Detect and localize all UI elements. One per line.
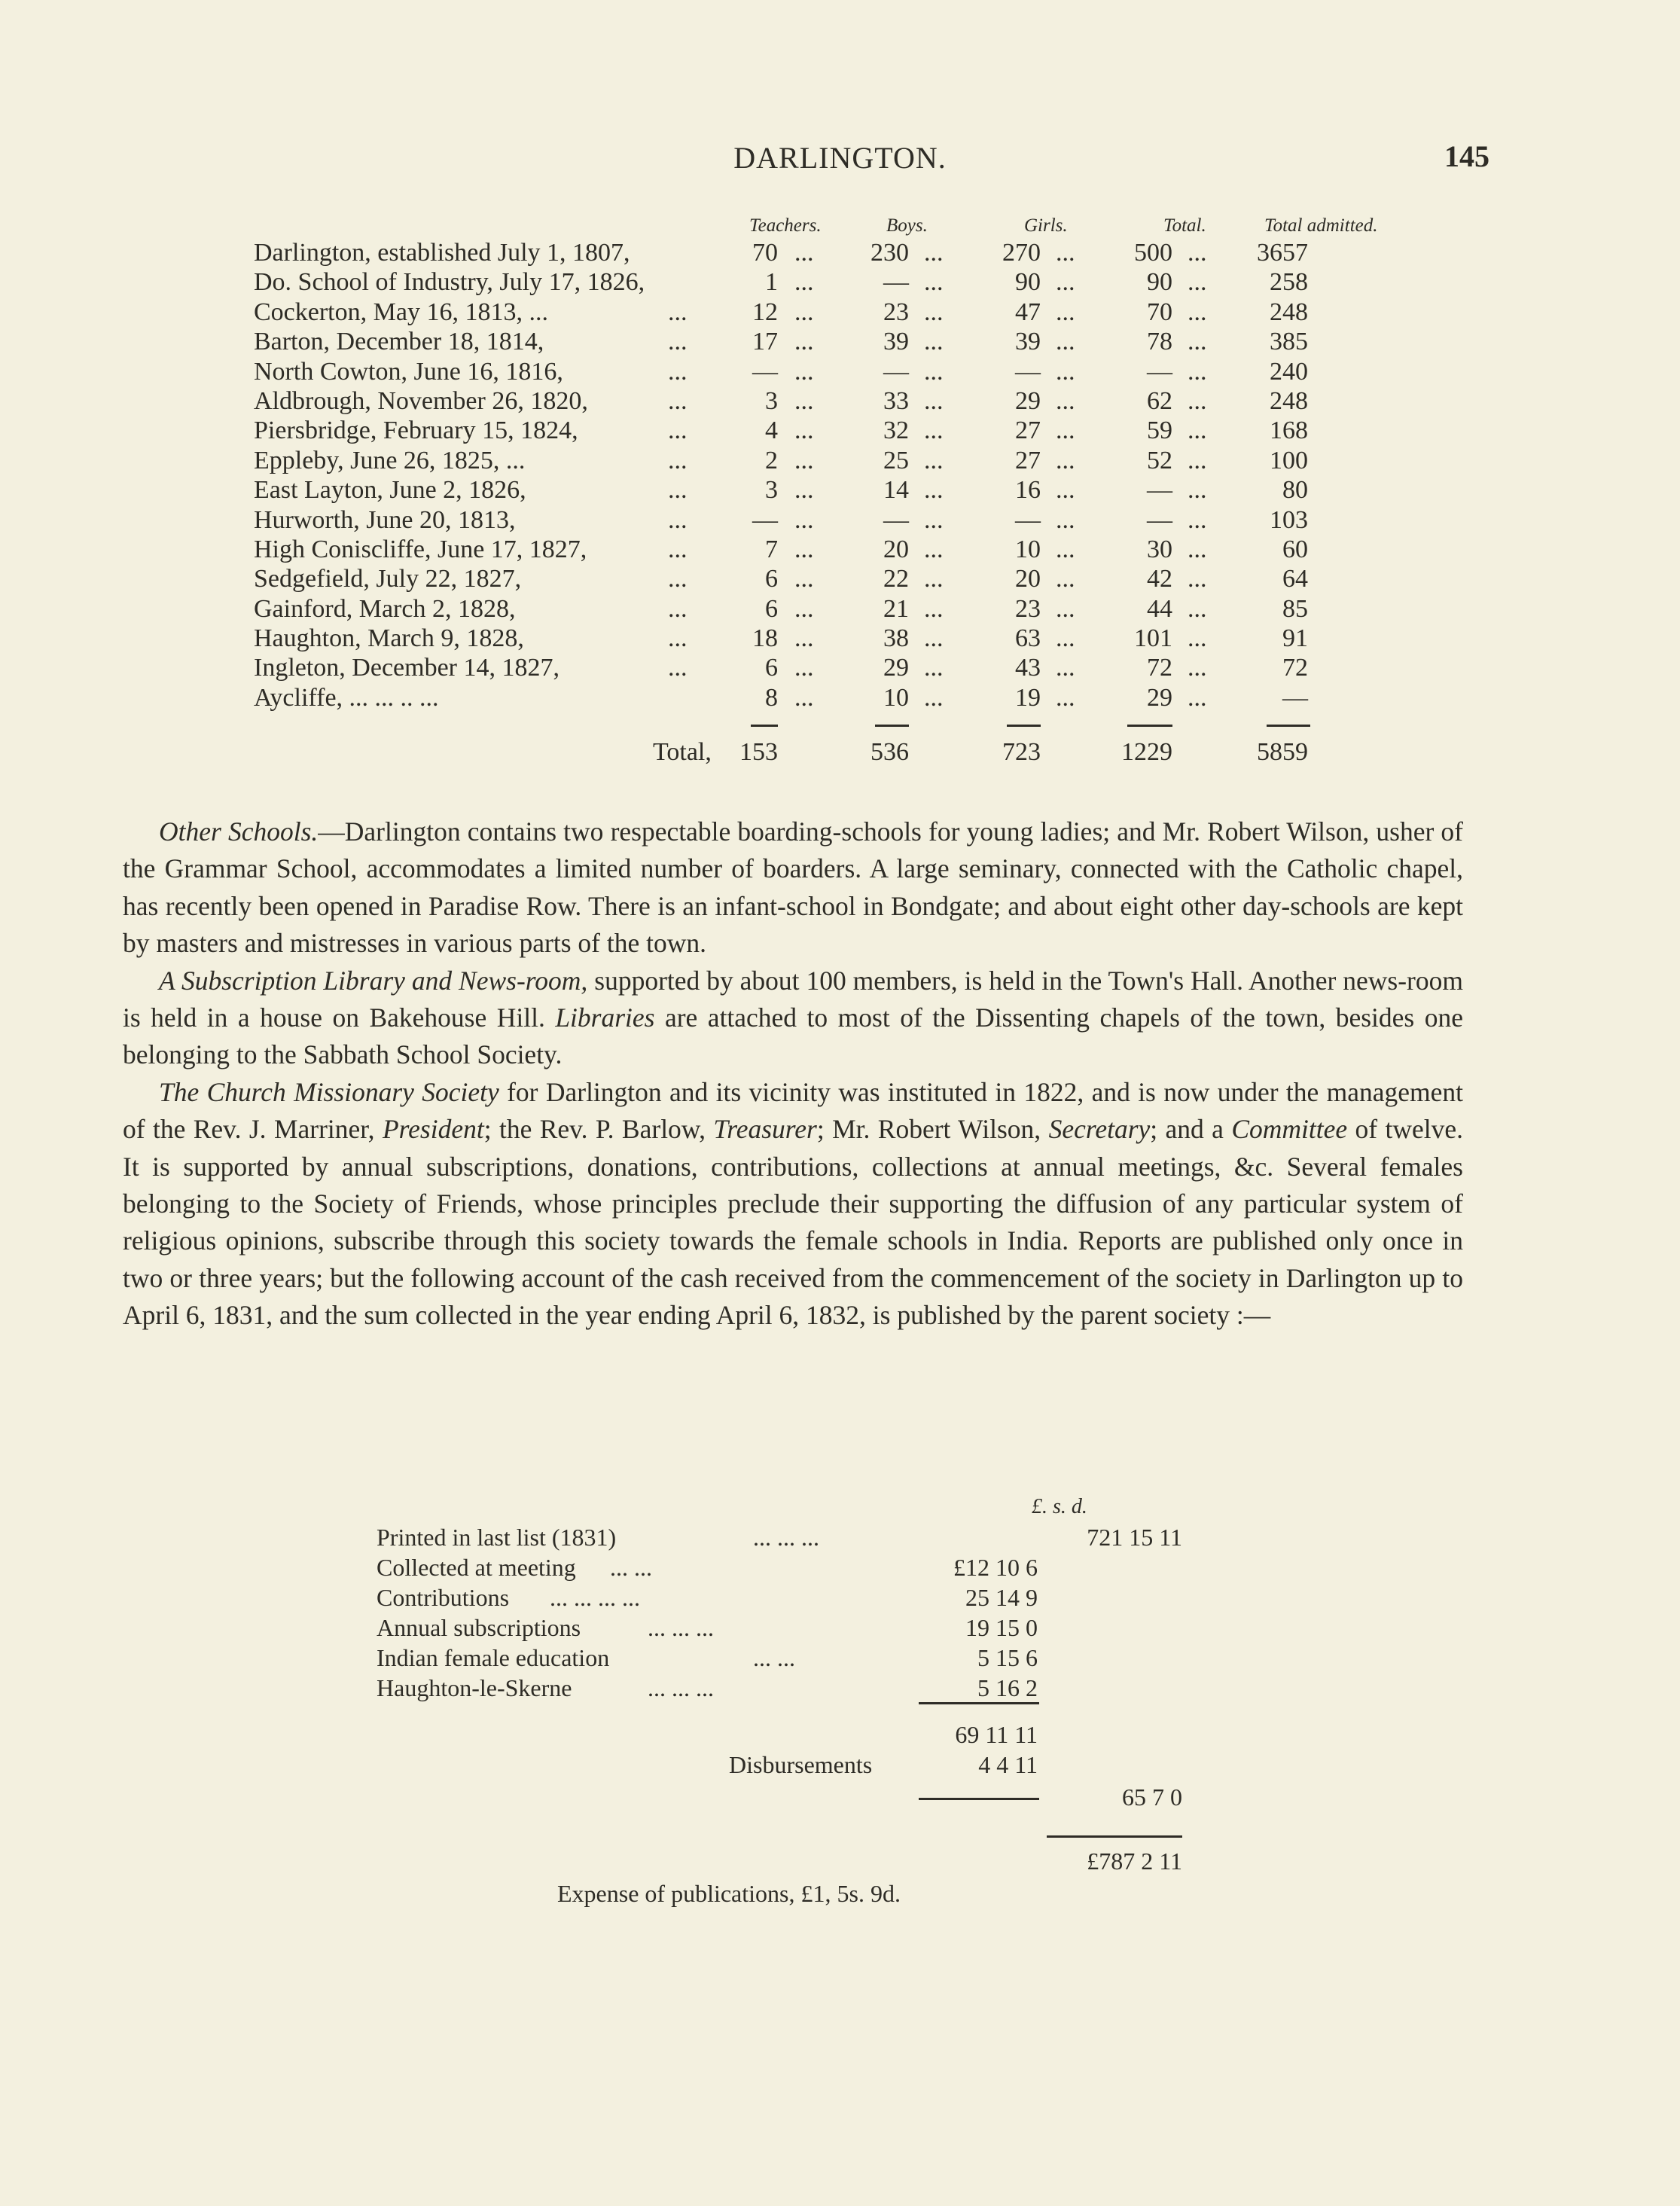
leader-dots: ... [1188, 476, 1207, 505]
leader-dots: ... [1056, 239, 1075, 267]
leader-dots: ... [1056, 654, 1075, 682]
leader-dots: ... [668, 386, 688, 415]
leader-dots: ... [794, 239, 814, 267]
leader-dots: ... ... ... [648, 1674, 714, 1701]
leader-dots: ... [794, 683, 814, 712]
total-cell: 30 [1147, 535, 1172, 563]
school-name: North Cowton, June 16, 1816, [254, 357, 563, 386]
leader-dots: ... [794, 565, 814, 593]
table-row [254, 357, 1428, 386]
account-amount: 5 15 6 [977, 1644, 1038, 1671]
footnote-publication-expense: Expense of publications, £1, 5s. 9d. [557, 1880, 901, 1907]
table-row [254, 564, 1428, 593]
leader-dots: ... [1188, 268, 1207, 297]
total-cell: 62 [1147, 386, 1172, 415]
girls-cell: 43 [1015, 654, 1041, 682]
leader-dots: ... [924, 416, 944, 445]
header-girls: Girls. [1024, 215, 1068, 236]
account-net: 65 7 0 [1122, 1783, 1182, 1811]
teachers-cell: 70 [752, 239, 778, 267]
rule [919, 1702, 1039, 1704]
boys-cell: — [883, 268, 909, 297]
table-row [254, 653, 1428, 682]
leader-dots: ... [794, 624, 814, 653]
girls-cell: — [1015, 505, 1041, 534]
admitted-cell: 72 [1282, 654, 1308, 682]
account-row [377, 1614, 1205, 1644]
table-row [254, 238, 1428, 267]
school-name: Ingleton, December 14, 1827, [254, 654, 559, 682]
leader-dots: ... ... ... ... [550, 1584, 640, 1611]
admitted-cell: 240 [1270, 357, 1308, 386]
account-row [377, 1554, 1205, 1584]
boys-cell: 29 [883, 654, 909, 682]
leader-dots: ... [1188, 357, 1207, 386]
total-girls: 723 [1002, 738, 1041, 767]
teachers-cell: 3 [765, 476, 778, 505]
leader-dots: ... [1056, 357, 1075, 386]
total-cell: 44 [1147, 594, 1172, 623]
leader-dots: ... [794, 476, 814, 505]
total-cell: 29 [1147, 683, 1172, 712]
total-label: Total, [653, 738, 712, 767]
table-total-row [254, 738, 1428, 771]
total-cell: — [1147, 357, 1172, 386]
leader-dots: ... [924, 476, 944, 505]
rule [751, 725, 778, 727]
header-total: Total. [1163, 215, 1206, 236]
table-column-headers [254, 212, 1428, 238]
leader-dots: ... [668, 357, 688, 386]
running-title: DARLINGTON. [733, 141, 947, 175]
body-text [123, 813, 1463, 1335]
paragraph-other-schools: Other Schools.—Darlington contains two respectable boarding-schools for young ladies; and Mr. Robert Wilson, usher of the Grammar School, accommodates a limited number of boarders. A large seminary, connected with the Catholic chapel, has recently been opened in Paradise Row. There is an infant-school in Bondgate; and about eight other day-schools are kept by masters and mistresses in various parts of the town. [123, 816, 1463, 959]
paragraph-library: A Subscription Library and News-room, supported by about 100 members, is held in the Town's Hall. Another news-room is held in a house on Bakehouse Hill. Libraries are attached to most of the Dissenting chapels of the town, besides one belonging to the Sabbath School Society. [123, 965, 1463, 1070]
total-cell: 70 [1147, 297, 1172, 326]
admitted-cell: 385 [1270, 328, 1308, 356]
rule [1007, 725, 1041, 727]
leader-dots: ... [668, 446, 688, 474]
heading-subscription-library: A Subscription Library and News-room, [159, 965, 588, 996]
total-boys: 536 [870, 738, 909, 767]
leader-dots: ... [668, 624, 688, 653]
account-label: Indian female education [377, 1644, 610, 1671]
leader-dots: ... [924, 357, 944, 386]
rule [1047, 1835, 1182, 1838]
account-row [377, 1644, 1205, 1674]
leader-dots: ... [794, 535, 814, 563]
leader-dots: ... [1188, 624, 1207, 653]
table-row [254, 386, 1428, 416]
header-teachers: Teachers. [749, 215, 822, 236]
total-cell: 42 [1147, 565, 1172, 593]
header-total-admitted: Total admitted. [1264, 215, 1378, 236]
table-row [254, 594, 1428, 624]
leader-dots: ... [924, 386, 944, 415]
total-cell: 52 [1147, 446, 1172, 474]
account-amount: 25 14 9 [965, 1584, 1038, 1611]
total-cell: 101 [1134, 624, 1172, 653]
leader-dots: ... [1188, 654, 1207, 682]
leader-dots: ... [1056, 416, 1075, 445]
leader-dots: ... [924, 535, 944, 563]
boys-cell: 10 [883, 683, 909, 712]
admitted-cell: — [1282, 683, 1308, 712]
rule [1127, 725, 1172, 727]
leader-dots: ... [794, 328, 814, 356]
total-total: 1229 [1121, 738, 1172, 767]
currency-header: £. s. d. [1032, 1495, 1087, 1518]
leader-dots: ... [924, 505, 944, 534]
teachers-cell: 4 [765, 416, 778, 445]
school-name: Piersbridge, February 15, 1824, [254, 416, 578, 445]
boys-cell: 25 [883, 446, 909, 474]
teachers-cell: 6 [765, 654, 778, 682]
leader-dots: ... [1056, 297, 1075, 326]
account-subtotal: 69 11 11 [955, 1721, 1038, 1748]
boys-cell: 38 [883, 624, 909, 653]
leader-dots: ... [924, 624, 944, 653]
leader-dots: ... [668, 654, 688, 682]
leader-dots: ... [924, 446, 944, 474]
account-grand-total: £787 2 11 [1087, 1847, 1182, 1875]
boys-cell: 22 [883, 565, 909, 593]
leader-dots: ... [1188, 535, 1207, 563]
paragraph-missionary-society: The Church Missionary Society for Darlington and its vicinity was instituted in 1822, and is now under the management of the Rev. J. Marriner, President; the Rev. P. Barlow, Treasurer; Mr. Robert Wilson, Secretary; and a Committee of twelve. It is supported by annual subscriptions, donations, contributions, collections at annual meetings, &c. Several females belonging to the Society of Friends, whose principles preclude their supporting the diffusion of any particular system of religious opinions, subscribe through this society towards the female schools in India. Reports are published only once in two or three years; but the following account of the cash received from the commencement of the society in Darlington up to April 6, 1831, and the sum collected in the year ending April 6, 1832, is published by the parent society :— [123, 1076, 1463, 1331]
boys-cell: 33 [883, 386, 909, 415]
leader-dots: ... [668, 328, 688, 356]
total-cell: 500 [1134, 239, 1172, 267]
leader-dots: ... [668, 535, 688, 563]
girls-cell: 90 [1015, 268, 1041, 297]
table-row [254, 327, 1428, 356]
leader-dots: ... [1056, 268, 1075, 297]
total-admitted: 5859 [1257, 738, 1308, 767]
admitted-cell: 100 [1270, 446, 1308, 474]
leader-dots: ... [794, 505, 814, 534]
leader-dots: ... [1056, 476, 1075, 505]
leader-dots: ... [794, 446, 814, 474]
leader-dots: ... [924, 565, 944, 593]
account-amount: 19 15 0 [965, 1614, 1038, 1641]
girls-cell: 47 [1015, 297, 1041, 326]
account-label: Contributions [377, 1584, 510, 1611]
total-cell: — [1147, 476, 1172, 505]
leader-dots: ... [1056, 565, 1075, 593]
heading-church-missionary-society: The Church Missionary Society [159, 1076, 499, 1107]
total-cell: 78 [1147, 328, 1172, 356]
table-row [254, 446, 1428, 475]
account-label: Annual subscriptions [377, 1614, 581, 1641]
leader-dots: ... [1056, 446, 1075, 474]
teachers-cell: 2 [765, 446, 778, 474]
leader-dots: ... [794, 416, 814, 445]
account-disbursements: Disbursements 4 4 11 [729, 1751, 1038, 1778]
girls-cell: 63 [1015, 624, 1041, 653]
boys-cell: — [883, 357, 909, 386]
teachers-cell: — [752, 357, 778, 386]
running-head [0, 136, 1680, 181]
school-name: Gainford, March 2, 1828, [254, 594, 516, 623]
school-name: Cockerton, May 16, 1813, ... [254, 297, 548, 326]
boys-cell: 39 [883, 328, 909, 356]
leader-dots: ... [794, 357, 814, 386]
leader-dots: ... [794, 268, 814, 297]
girls-cell: 29 [1015, 386, 1041, 415]
boys-cell: 14 [883, 476, 909, 505]
schools-table [254, 212, 1428, 771]
boys-cell: 21 [883, 594, 909, 623]
girls-cell: — [1015, 357, 1041, 386]
girls-cell: 23 [1015, 594, 1041, 623]
rule [875, 725, 909, 727]
boys-cell: 32 [883, 416, 909, 445]
leader-dots: ... [1056, 594, 1075, 623]
school-name: Hurworth, June 20, 1813, [254, 505, 516, 534]
leader-dots: ... [794, 297, 814, 326]
leader-dots: ... [1188, 416, 1207, 445]
leader-dots: ... [794, 594, 814, 623]
teachers-cell: 8 [765, 683, 778, 712]
table-row [254, 267, 1428, 297]
leader-dots: ... [1188, 328, 1207, 356]
admitted-cell: 168 [1270, 416, 1308, 445]
admitted-cell: 60 [1282, 535, 1308, 563]
leader-dots: ... [924, 268, 944, 297]
admitted-cell: 91 [1282, 624, 1308, 653]
leader-dots: ... [1188, 594, 1207, 623]
teachers-cell: 6 [765, 594, 778, 623]
total-cell: 59 [1147, 416, 1172, 445]
table-row [254, 683, 1428, 712]
school-name: Eppleby, June 26, 1825, ... [254, 446, 526, 474]
leader-dots: ... ... [753, 1644, 795, 1671]
girls-cell: 27 [1015, 416, 1041, 445]
school-name: High Coniscliffe, June 17, 1827, [254, 535, 587, 563]
account-row-printed-last-list: Printed in last list (1831) ... ... ... 721 15 11 [377, 1524, 1182, 1551]
leader-dots: ... [794, 654, 814, 682]
leader-dots: ... [668, 565, 688, 593]
leader-dots: ... [794, 386, 814, 415]
leader-dots: ... [1056, 535, 1075, 563]
leader-dots: ... ... ... [648, 1614, 714, 1641]
account-label: Haughton-le-Skerne [377, 1674, 572, 1701]
girls-cell: 20 [1015, 565, 1041, 593]
teachers-cell: 1 [765, 268, 778, 297]
leader-dots: ... [1188, 565, 1207, 593]
leader-dots: ... [1056, 328, 1075, 356]
girls-cell: 19 [1015, 683, 1041, 712]
leader-dots: ... [1056, 386, 1075, 415]
table-body [254, 238, 1428, 712]
total-rules [254, 712, 1428, 738]
leader-dots: ... [1056, 505, 1075, 534]
admitted-cell: 85 [1282, 594, 1308, 623]
total-cell: — [1147, 505, 1172, 534]
leader-dots: ... [1188, 446, 1207, 474]
header-boys: Boys. [886, 215, 928, 236]
admitted-cell: 103 [1270, 505, 1308, 534]
page-number: 145 [1444, 139, 1489, 173]
total-cell: 90 [1147, 268, 1172, 297]
leader-dots: ... ... [610, 1554, 652, 1581]
leader-dots: ... [1188, 297, 1207, 326]
account-row [377, 1584, 1205, 1614]
admitted-cell: 248 [1270, 386, 1308, 415]
boys-cell: 230 [870, 239, 909, 267]
admitted-cell: 248 [1270, 297, 1308, 326]
teachers-cell: 3 [765, 386, 778, 415]
table-row [254, 535, 1428, 564]
teachers-cell: — [752, 505, 778, 534]
leader-dots: ... [668, 297, 688, 326]
total-teachers: 153 [739, 738, 778, 767]
leader-dots: ... [1188, 683, 1207, 712]
school-name: Barton, December 18, 1814, [254, 328, 544, 356]
leader-dots: ... [668, 505, 688, 534]
account-amount: 5 16 2 [977, 1674, 1038, 1701]
teachers-cell: 17 [752, 328, 778, 356]
school-name: Aycliffe, ... ... .. ... [254, 683, 439, 712]
school-name: Sedgefield, July 22, 1827, [254, 565, 522, 593]
leader-dots: ... [924, 594, 944, 623]
teachers-cell: 12 [752, 297, 778, 326]
girls-cell: 27 [1015, 446, 1041, 474]
leader-dots: ... [1056, 683, 1075, 712]
school-name: Darlington, established July 1, 1807, [254, 239, 630, 267]
rule [1267, 725, 1310, 727]
account-label: Collected at meeting [377, 1554, 576, 1581]
table-row [254, 505, 1428, 535]
leader-dots: ... [668, 476, 688, 505]
school-name: Aldbrough, November 26, 1820, [254, 386, 588, 415]
girls-cell: 10 [1015, 535, 1041, 563]
leader-dots: ... [1188, 505, 1207, 534]
leader-dots: ... [668, 594, 688, 623]
school-name: Haughton, March 9, 1828, [254, 624, 524, 653]
leader-dots: ... [924, 239, 944, 267]
leader-dots: ... [1188, 239, 1207, 267]
girls-cell: 16 [1015, 476, 1041, 505]
teachers-cell: 6 [765, 565, 778, 593]
leader-dots: ... [924, 654, 944, 682]
leader-dots: ... [924, 297, 944, 326]
leader-dots: ... [668, 416, 688, 445]
girls-cell: 39 [1015, 328, 1041, 356]
leader-dots: ... [924, 683, 944, 712]
table-row [254, 297, 1428, 327]
admitted-cell: 258 [1270, 268, 1308, 297]
admitted-cell: 80 [1282, 476, 1308, 505]
leader-dots: ... [1188, 386, 1207, 415]
teachers-cell: 7 [765, 535, 778, 563]
table-row [254, 624, 1428, 653]
account-row [377, 1674, 1205, 1704]
admitted-cell: 64 [1282, 565, 1308, 593]
leader-dots: ... [924, 328, 944, 356]
school-name: East Layton, June 2, 1826, [254, 476, 526, 505]
school-name: Do. School of Industry, July 17, 1826, [254, 268, 645, 297]
girls-cell: 270 [1002, 239, 1041, 267]
account-amount: £12 10 6 [953, 1554, 1038, 1581]
table-row [254, 416, 1428, 445]
boys-cell: 20 [883, 535, 909, 563]
total-cell: 72 [1147, 654, 1172, 682]
table-row [254, 475, 1428, 505]
leader-dots: ... [1056, 624, 1075, 653]
admitted-cell: 3657 [1257, 239, 1308, 267]
teachers-cell: 18 [752, 624, 778, 653]
heading-other-schools: Other Schools. [159, 816, 319, 847]
boys-cell: — [883, 505, 909, 534]
boys-cell: 23 [883, 297, 909, 326]
